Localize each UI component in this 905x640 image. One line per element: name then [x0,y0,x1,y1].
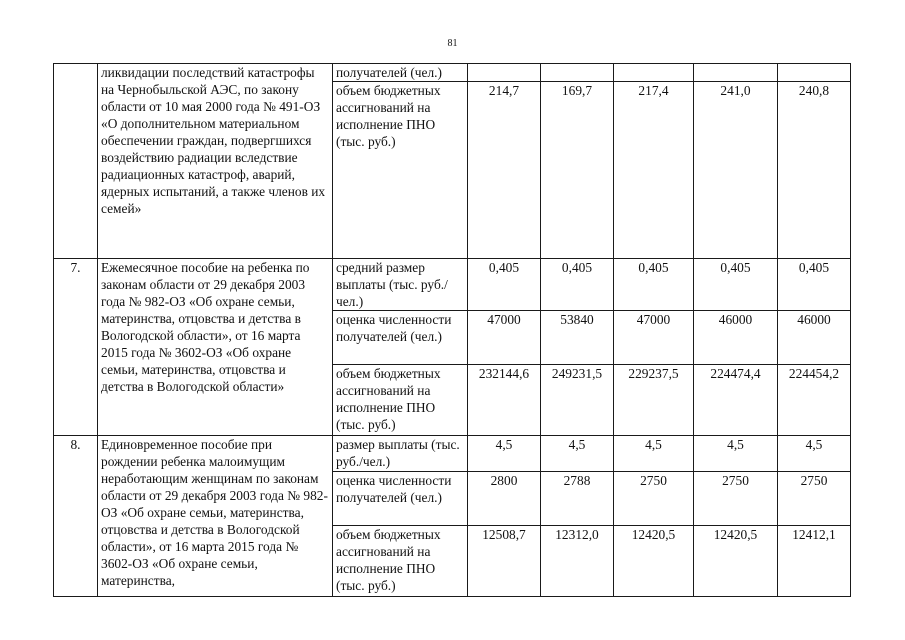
value-cell: 12420,5 [614,526,694,597]
value-cell: 2788 [541,472,614,526]
value-cell: 2800 [468,472,541,526]
value-cell: 229237,5 [614,365,694,436]
value-cell [778,64,851,82]
value-cell: 46000 [694,311,778,365]
page-number: 81 [447,38,458,49]
value-cell: 46000 [778,311,851,365]
value-cell: 47000 [614,311,694,365]
indicator-cell: оценка численности получателей (чел.) [333,311,468,365]
indicator-cell: объем бюджетных ассигнований на исполнение ПНО (тыс. руб.) [333,526,468,597]
value-cell: 0,405 [778,259,851,311]
value-cell: 2750 [778,472,851,526]
value-cell: 4,5 [694,436,778,472]
value-cell: 4,5 [468,436,541,472]
indicator-cell: объем бюджетных ассигнований на исполнение ПНО (тыс. руб.) [333,365,468,436]
value-cell: 4,5 [614,436,694,472]
value-cell: 169,7 [541,82,614,259]
value-cell: 240,8 [778,82,851,259]
value-cell: 2750 [614,472,694,526]
indicator-cell: средний размер выплаты (тыс. руб./чел.) [333,259,468,311]
description-cell [98,259,333,436]
value-cell [614,64,694,82]
indicator-cell: оценка численности получателей (чел.) [333,472,468,526]
value-cell: 0,405 [468,259,541,311]
description-text: Ежемесячное пособие на ребенка по законам области от 29 декабря 2003 года № 982-ОЗ «Об охране семьи, материнства, отцовства и детства в Вологодской области», от 16 марта 2015 года № 3602-ОЗ «Об охране семьи, материнства, отцовства и детства в Вологодской области» [101,260,310,394]
value-cell: 249231,5 [541,365,614,436]
row-number-cell [54,64,98,259]
value-cell: 12312,0 [541,526,614,597]
row-number-cell: 8. [54,436,98,597]
table-row [54,259,851,311]
value-cell: 0,405 [694,259,778,311]
value-cell: 53840 [541,311,614,365]
value-cell: 224474,4 [694,365,778,436]
value-cell: 224454,2 [778,365,851,436]
value-cell: 214,7 [468,82,541,259]
value-cell: 47000 [468,311,541,365]
indicator-cell: получателей (чел.) [333,64,468,82]
table-row [54,64,851,82]
budget-table [53,63,851,597]
value-cell [694,64,778,82]
table-row [54,436,851,472]
value-cell: 4,5 [778,436,851,472]
row-number-cell: 7. [54,259,98,436]
indicator-cell: объем бюджетных ассигнований на исполнение ПНО (тыс. руб.) [333,82,468,259]
value-cell: 12412,1 [778,526,851,597]
description-text: Единовременное пособие при рождении ребенка малоимущим неработающим женщинам по законам области от 29 декабря 2003 года № 982-ОЗ «Об охране семьи, материнства, отцовства и детства в Вологодской области», от 16 марта 2015 года № 3602-ОЗ «Об охране семьи, материнства, [101,437,328,588]
value-cell: 217,4 [614,82,694,259]
value-cell: 0,405 [541,259,614,311]
description-cell [98,436,333,597]
indicator-cell: размер выплаты (тыс. руб./чел.) [333,436,468,472]
value-cell: 241,0 [694,82,778,259]
value-cell: 2750 [694,472,778,526]
value-cell [541,64,614,82]
value-cell: 12508,7 [468,526,541,597]
value-cell: 0,405 [614,259,694,311]
value-cell: 4,5 [541,436,614,472]
value-cell [468,64,541,82]
description-text: ликвидации последствий катастрофы на Чернобыльской АЭС, по закону области от 10 мая 2000 года № 491-ОЗ «О дополнительном материальном обеспечении граждан, подвергшихся воздействию радиации вследствие радиационных катастроф, аварий, ядерных испытаний, а также членов их семей» [101,65,326,216]
description-cell [98,64,333,259]
value-cell: 12420,5 [694,526,778,597]
value-cell: 232144,6 [468,365,541,436]
